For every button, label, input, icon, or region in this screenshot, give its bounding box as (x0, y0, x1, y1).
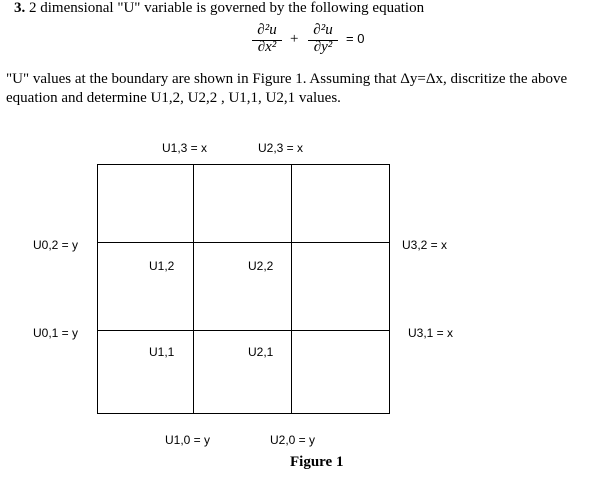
grid-horizontal-line (97, 330, 390, 331)
problem-paragraph (6, 70, 567, 108)
grid-figure (97, 164, 390, 414)
governing-equation (250, 22, 400, 62)
label-u13: U1,3 = x (162, 141, 208, 155)
paragraph-line-2: equation and determine U1,2, U2,2 , U1,1, U2,1 values. (6, 90, 341, 106)
label-u02: U0,2 = y (33, 238, 79, 252)
figure-caption: Figure 1 (290, 454, 344, 470)
grid-vertical-line (291, 164, 292, 414)
question-statement: 2 dimensional "U" variable is governed by the following equation (29, 0, 425, 16)
grid-horizontal-line (97, 242, 390, 243)
equation-rhs: = 0 (346, 31, 365, 46)
plus-sign: + (290, 31, 299, 47)
label-u12: U1,2 (149, 259, 175, 273)
label-u31: U3,1 = x (408, 326, 454, 340)
fraction-d2u-dx2 (250, 22, 284, 56)
fraction-denominator: ∂y² (313, 39, 333, 55)
label-u10: U1,0 = y (165, 433, 211, 447)
label-u20: U2,0 = y (270, 433, 316, 447)
paragraph-line-1: "U" values at the boundary are shown in Figure 1. Assuming that Δy=Δx, discritize the above (6, 71, 568, 87)
question-number: 3. (14, 0, 26, 16)
fraction-numerator: ∂²u (257, 22, 277, 38)
label-u32: U3,2 = x (402, 238, 448, 252)
label-u01: U0,1 = y (33, 326, 79, 340)
fraction-denominator: ∂x² (257, 39, 277, 55)
label-u22: U2,2 (248, 259, 274, 273)
label-u23: U2,3 = x (258, 141, 304, 155)
label-u11: U1,1 (149, 345, 175, 359)
label-u21: U2,1 (248, 345, 274, 359)
question-line (14, 0, 424, 17)
fraction-d2u-dy2 (306, 22, 340, 56)
fraction-numerator: ∂²u (313, 22, 333, 38)
grid-vertical-line (193, 164, 194, 414)
